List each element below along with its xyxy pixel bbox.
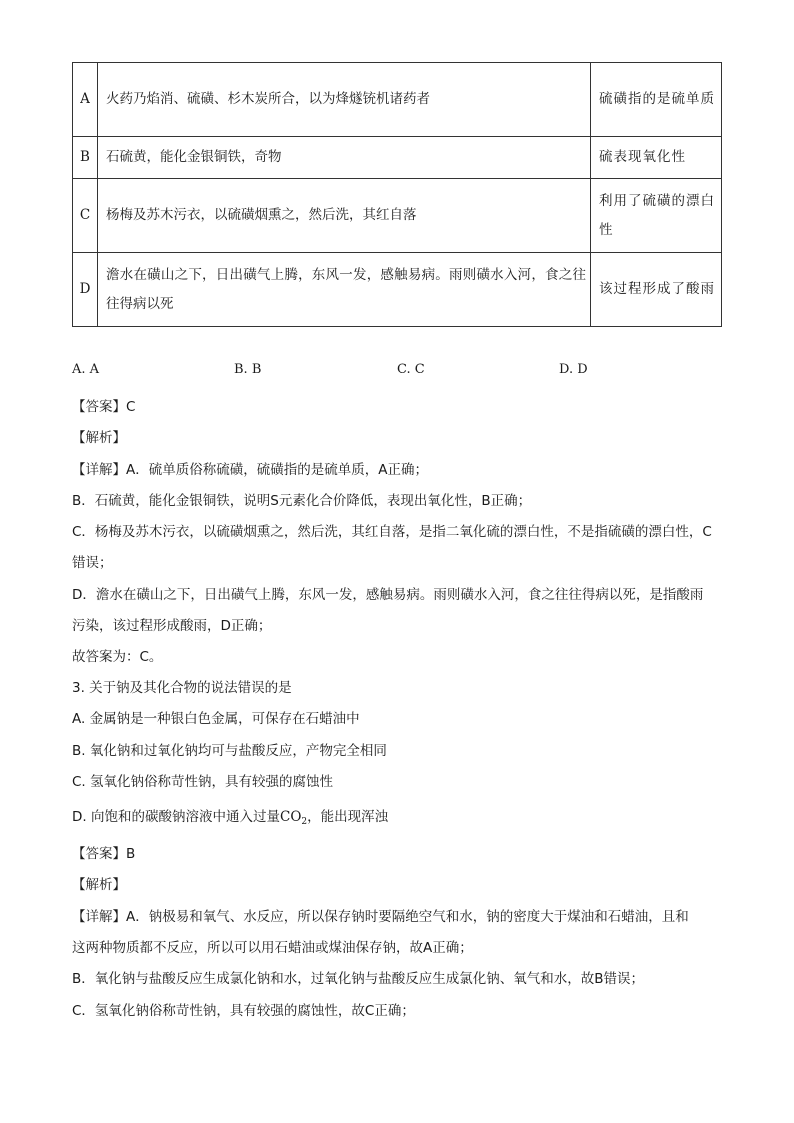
detail-text: A．硫单质俗称硫磺，硫磺指的是硫单质，A正确； <box>126 462 428 478</box>
row-statement: 澹水在磺山之下，日出磺气上腾，东风一发，感触易病。雨则磺水入河，食之往往得病以死 <box>98 253 591 327</box>
explanation-line: D．澹水在磺山之下，日出磺气上腾，东风一发，感触易病。雨则磺水入河，食之往往得病以死，是指酸雨 <box>72 587 704 603</box>
row-explanation: 利用了硫磺的漂白性 <box>591 179 722 253</box>
conclusion-line: 故答案为：C。 <box>72 649 163 665</box>
analysis-tag: 【解析】 <box>72 877 126 893</box>
table-row <box>73 179 722 253</box>
table-row <box>73 63 722 137</box>
answer-value: B <box>126 846 136 862</box>
choice-b: B. 氧化钠和过氧化钠均可与盐酸反应，产物完全相同 <box>72 743 387 759</box>
row-explanation: 该过程形成了酸雨 <box>591 253 722 327</box>
answer-line <box>72 842 135 862</box>
row-explanation: 硫磺指的是硫单质 <box>591 63 722 137</box>
formula-subscript: 2 <box>301 817 308 827</box>
row-explanation: 硫表现氧化性 <box>591 137 722 179</box>
answer-line <box>72 395 135 415</box>
row-letter: A <box>73 63 98 137</box>
formula: CO <box>279 809 302 825</box>
explanation-line: 污染，该过程形成酸雨，D正确； <box>72 618 272 634</box>
answer-tag: 【答案】 <box>72 399 126 415</box>
detail-tag: 【详解】 <box>72 909 126 925</box>
row-statement: 石硫黄，能化金银铜铁，奇物 <box>98 137 591 179</box>
option-d: D. D <box>559 362 588 377</box>
detail-line <box>72 458 428 478</box>
question-stem: 3. 关于钠及其化合物的说法错误的是 <box>72 680 292 696</box>
row-statement: 杨梅及苏木污衣，以硫磺烟熏之，然后洗，其红自落 <box>98 179 591 253</box>
detail-line <box>72 905 689 925</box>
choice-c: C. 氢氧化钠俗称苛性钠，具有较强的腐蚀性 <box>72 774 334 790</box>
answer-tag: 【答案】 <box>72 846 126 862</box>
options-table <box>72 62 722 327</box>
detail-text: A．钠极易和氧气、水反应，所以保存钠时要隔绝空气和水，钠的密度大于煤油和石蜡油，且和 <box>126 909 689 925</box>
table-row <box>73 137 722 179</box>
explanation-line: 这两种物质都不反应，所以可以用石蜡油或煤油保存钠，故A正确； <box>72 940 473 956</box>
choice-a: A. 金属钠是一种银白色金属，可保存在石蜡油中 <box>72 711 360 727</box>
option-a: A. A <box>72 362 100 377</box>
explanation-line: 错误； <box>72 555 113 571</box>
analysis-tag: 【解析】 <box>72 430 126 446</box>
explanation-line: B．石硫黄，能化金银铜铁，说明S元素化合价降低，表现出氧化性，B正确； <box>72 493 532 509</box>
row-letter: D <box>73 253 98 327</box>
detail-tag: 【详解】 <box>72 462 126 478</box>
choice-d: D. 向饱和的碳酸钠溶液中通入过量$CO_2$，能出现浑浊 <box>72 809 389 827</box>
row-letter: B <box>73 137 98 179</box>
answer-value: C <box>126 399 136 415</box>
option-c: C. C <box>397 362 425 377</box>
explanation-line: C．氢氧化钠俗称苛性钠，具有较强的腐蚀性，故C正确； <box>72 1003 415 1019</box>
explanation-line: B．氧化钠与盐酸反应生成氯化钠和水，过氧化钠与盐酸反应生成氯化钠、氧气和水，故B错误； <box>72 971 645 987</box>
answer-options <box>72 362 722 382</box>
row-letter: C <box>73 179 98 253</box>
explanation-line: C．杨梅及苏木污衣，以硫磺烟熏之，然后洗，其红自落，是指二氧化硫的漂白性，不是指硫磺的漂白性，C <box>72 524 712 540</box>
row-statement: 火药乃焰消、硫磺、杉木炭所合，以为烽燧铳机诸药者 <box>98 63 591 137</box>
option-b: B. B <box>234 362 262 377</box>
table-row <box>73 253 722 327</box>
